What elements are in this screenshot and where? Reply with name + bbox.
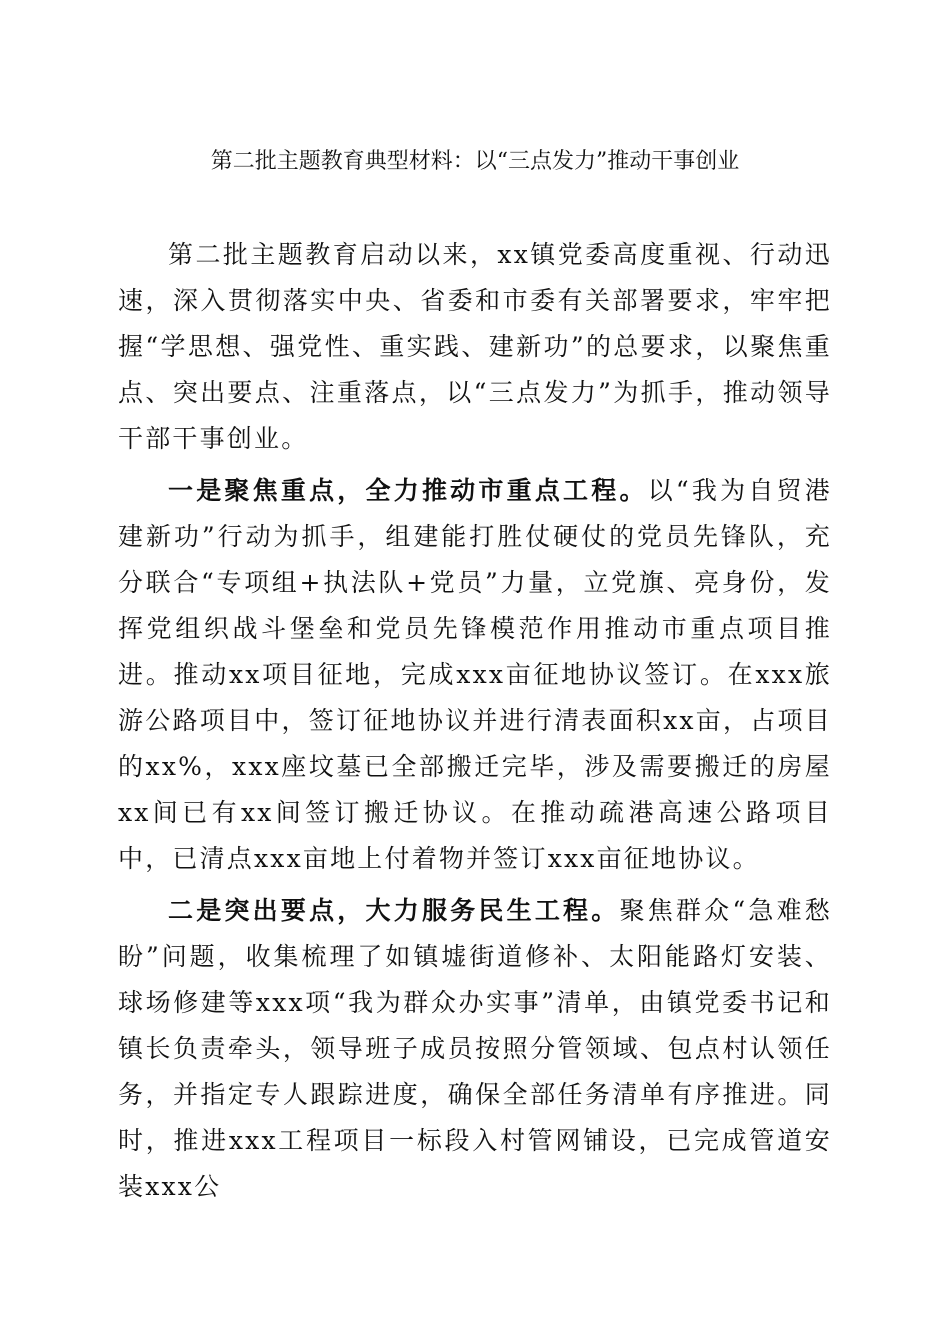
paragraph-lead: 一是聚焦重点，全力推动市重点工程。	[168, 476, 648, 505]
paragraph-intro	[118, 232, 832, 462]
paragraph-text: 聚焦群众“急难愁盼”问题，收集梳理了如镇墟街道修补、太阳能路灯安装、球场修建等xxx项“我为群众办实事”清单，由镇党委书记和镇长负责牵头，领导班子成员按照分管领域、包点村认领任务，并指定专人跟踪进度，确保全部任务清单有序推进。同时，推进xxx工程项目一标段入村管网铺设，已完成管道安装xxx公	[118, 896, 832, 1201]
document-body	[118, 232, 832, 1210]
paragraph-point-two	[118, 888, 832, 1210]
paragraph-lead: 二是突出要点，大力服务民生工程。	[168, 896, 620, 925]
paragraph-text: 第二批主题教育启动以来，xx镇党委高度重视、行动迅速，深入贯彻落实中央、省委和市委有关部署要求，牢牢把握“学思想、强党性、重实践、建新功”的总要求，以聚焦重点、突出要点、注重落点，以“三点发力”为抓手，推动领导干部干事创业。	[118, 240, 832, 453]
paragraph-text: 以“我为自贸港建新功”行动为抓手，组建能打胜仗硬仗的党员先锋队，充分联合“专项组+执法队+党员”力量，立党旗、亮身份，发挥党组织战斗堡垒和党员先锋模范作用推动市重点项目推进。推动xx项目征地，完成xxx亩征地协议签订。在xxx旅游公路项目中，签订征地协议并进行清表面积xx亩，占项目的xx%，xxx座坟墓已全部搬迁完毕，涉及需要搬迁的房屋xx间已有xx间签订搬迁协议。在推动疏港高速公路项目中，已清点xxx亩地上付着物并签订xxx亩征地协议。	[118, 476, 832, 873]
paragraph-point-one	[118, 468, 832, 882]
document-title: 第二批主题教育典型材料：以“三点发力”推动干事创业	[210, 149, 740, 174]
